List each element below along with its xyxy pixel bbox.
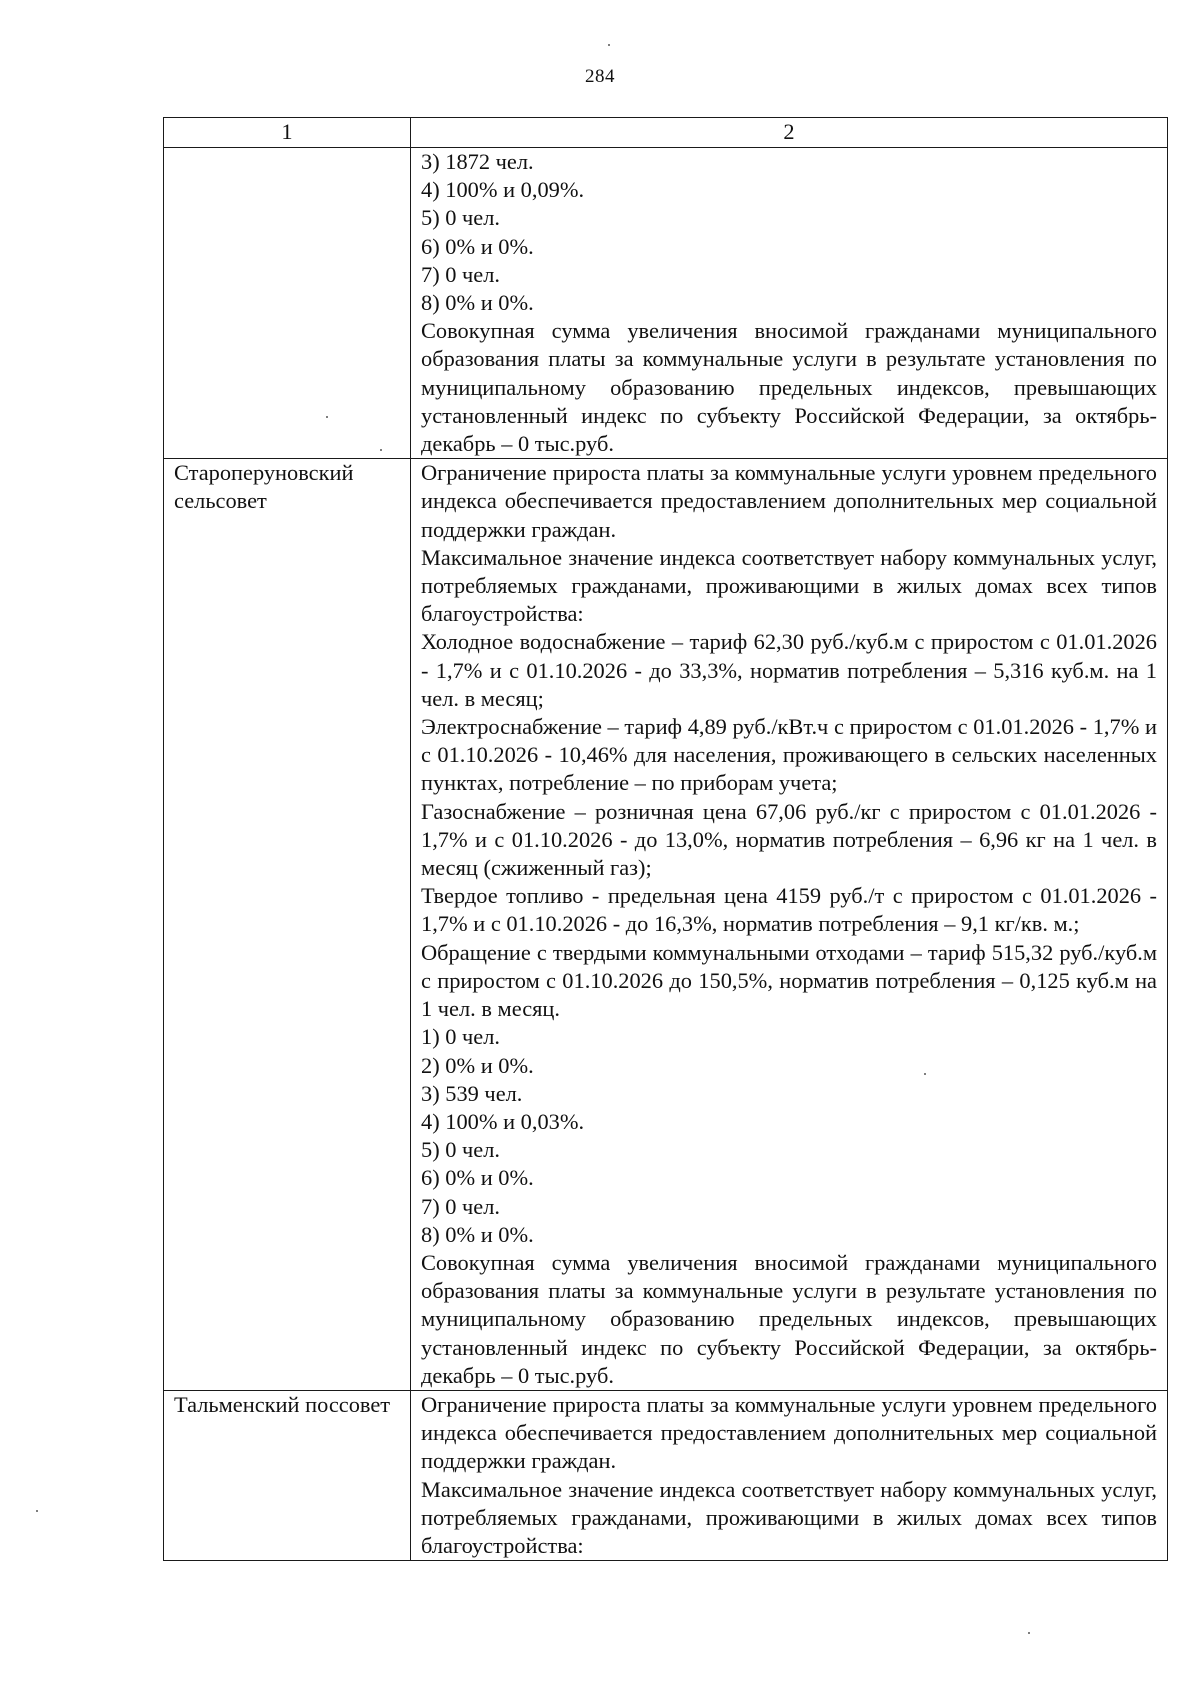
description-cell bbox=[411, 148, 1168, 459]
solid-fuel-paragraph: Твердое топливо - предельная цена 4159 руб./т с приростом с 01.01.2026 - 1,7% и с 01.10.2026 - до 16,3%, норматив потребления – 9,1 кг/кв. м.; bbox=[421, 883, 1157, 937]
max-index-paragraph: Максимальное значение индекса соответствует набору коммунальных услуг, потребляемых гражданами, проживающими в жилых домах всех типов благоустройства: bbox=[421, 1476, 1157, 1558]
list-item: 6) 0% и 0%. bbox=[421, 1165, 534, 1191]
list-item: 7) 0 чел. bbox=[421, 261, 501, 287]
list-item: 5) 0 чел. bbox=[421, 1137, 501, 1163]
description-cell bbox=[411, 1390, 1168, 1560]
total-increase-paragraph: Совокупная сумма увеличения вносимой гражданами муниципального образования платы за коммунальные услуги в результате установления по муниципальному образованию предельных индексов, превышающих установленный индекс по субъекту Российской Федерации, за октябрь-декабрь – 0 тыс.руб. bbox=[421, 1249, 1157, 1388]
list-item: 3) 539 чел. bbox=[421, 1080, 523, 1106]
list-item: 4) 100% и 0,09%. bbox=[421, 177, 585, 203]
list-item: 5) 0 чел. bbox=[421, 205, 501, 231]
list-item: 4) 100% и 0,03%. bbox=[421, 1108, 585, 1134]
scan-speck bbox=[608, 44, 610, 46]
column-number-2: 2 bbox=[411, 118, 1168, 148]
column-number-1: 1 bbox=[164, 118, 411, 148]
table-row bbox=[164, 148, 1168, 459]
document-table bbox=[163, 117, 1168, 1561]
scan-speck bbox=[1028, 1632, 1030, 1634]
list-item: 8) 0% и 0%. bbox=[421, 290, 534, 316]
table-row bbox=[164, 459, 1168, 1391]
scan-speck bbox=[924, 1073, 926, 1075]
municipality-name-cell: Староперуновский сельсовет bbox=[164, 459, 411, 1391]
table-header-row bbox=[164, 118, 1168, 148]
list-item: 3) 1872 чел. bbox=[421, 149, 534, 174]
total-increase-paragraph: Совокупная сумма увеличения вносимой гражданами муниципального образования платы за коммунальные услуги в результате установления по муниципальному образованию предельных индексов, превышающих установленный индекс по субъекту Российской Федерации, за октябрь-декабрь – 0 тыс.руб. bbox=[421, 318, 1157, 457]
table-row bbox=[164, 1390, 1168, 1560]
limit-paragraph: Ограничение прироста платы за коммунальные услуги уровнем предельного индекса обеспечивается предоставлением дополнительных мер социальной поддержки граждан. bbox=[421, 1391, 1157, 1474]
list-item: 2) 0% и 0%. bbox=[421, 1052, 534, 1078]
waste-paragraph: Обращение с твердыми коммунальными отходами – тариф 515,32 руб./куб.м с приростом с 01.10.2026 до 150,5%, норматив потребления – 0,125 куб.м на 1 чел. в месяц. bbox=[421, 939, 1157, 1022]
limit-paragraph: Ограничение прироста платы за коммунальные услуги уровнем предельного индекса обеспечивается предоставлением дополнительных мер социальной поддержки граждан. bbox=[421, 460, 1157, 542]
list-item: 6) 0% и 0%. bbox=[421, 233, 534, 259]
electricity-paragraph: Электроснабжение – тариф 4,89 руб./кВт.ч с приростом с 01.01.2026 - 1,7% и с 01.10.2026 - 10,46% для населения, проживающего в сельских населенных пунктах, потребление – по приборам учета; bbox=[421, 714, 1157, 796]
scan-speck bbox=[380, 449, 382, 451]
description-cell bbox=[411, 459, 1168, 1391]
list-item: 7) 0 чел. bbox=[421, 1193, 501, 1219]
list-item: 1) 0 чел. bbox=[421, 1024, 501, 1050]
municipality-name-cell bbox=[164, 148, 411, 459]
gas-paragraph: Газоснабжение – розничная цена 67,06 руб./кг с приростом с 01.01.2026 - 1,7% и с 01.10.2026 - до 13,0%, норматив потребления – 6,96 кг на 1 чел. в месяц (сжиженный газ); bbox=[421, 798, 1157, 881]
list-item: 8) 0% и 0%. bbox=[421, 1221, 534, 1247]
municipality-name-cell: Тальменский поссовет bbox=[164, 1390, 411, 1560]
page-number: 284 bbox=[585, 66, 615, 87]
scan-speck bbox=[36, 1510, 38, 1512]
max-index-paragraph: Максимальное значение индекса соответствует набору коммунальных услуг, потребляемых гражданами, проживающими в жилых домах всех типов благоустройства: bbox=[421, 544, 1157, 627]
cold-water-paragraph: Холодное водоснабжение – тариф 62,30 руб./куб.м с приростом с 01.01.2026 - 1,7% и с 01.10.2026 - до 33,3%, норматив потребления – 5,316 куб.м. на 1 чел. в месяц; bbox=[421, 629, 1157, 711]
scan-speck bbox=[326, 416, 328, 418]
